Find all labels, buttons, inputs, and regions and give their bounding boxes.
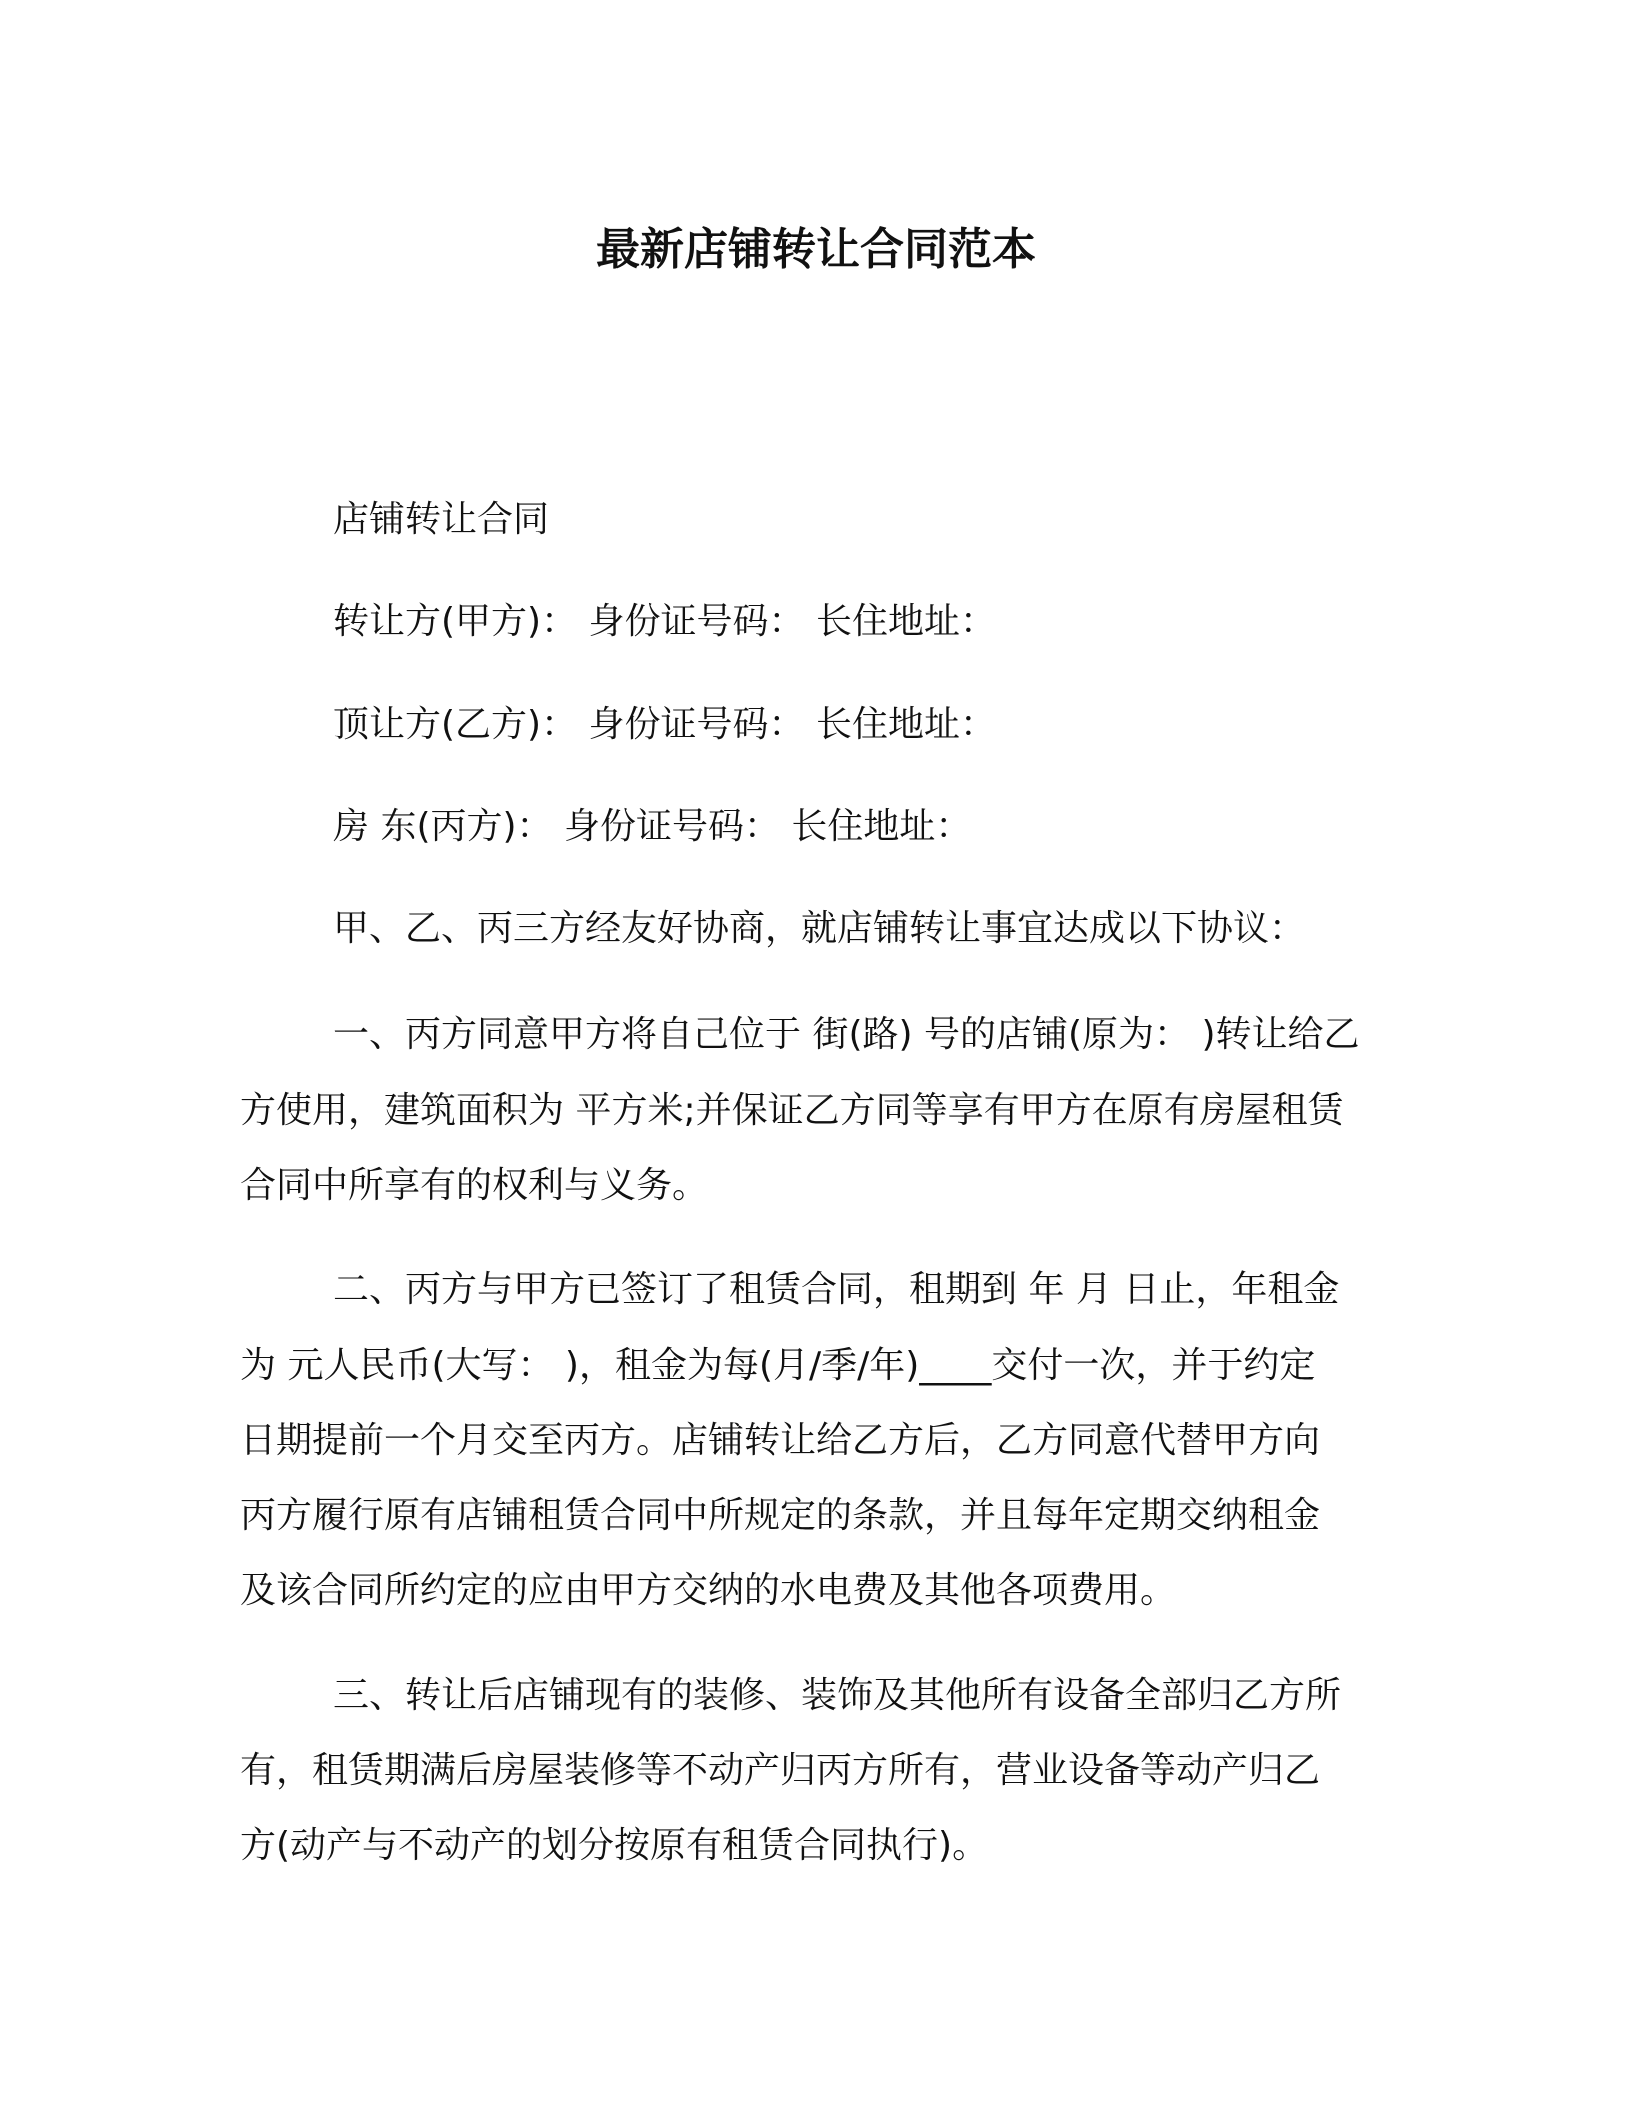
party-transferee-line: 顶让方(乙方)： 身份证号码： 长住地址： [333,704,996,745]
clause-2-line-5: 及该合同所约定的应由甲方交纳的水电费及其他各项费用。 [240,1570,1177,1611]
preamble-paragraph: 甲、乙、丙三方经友好协商，就店铺转让事宜达成以下协议： [333,908,1306,949]
clause-3-line-2: 有，租赁期满后房屋装修等不动产归丙方所有，营业设备等动产归乙 [240,1750,1321,1791]
clause-3-line-1: 三、转让后店铺现有的装修、装饰及其他所有设备全部归乙方所 [333,1675,1342,1716]
party-transferor-line: 转让方(甲方)： 身份证号码： 长住地址： [333,601,996,642]
clause-2-line-2: 为 元人民币(大写： )，租金为每(月/季/年)____交付一次，并于约定 [240,1345,1316,1386]
contract-subtitle: 店铺转让合同 [333,499,550,540]
document-title: 最新店铺转让合同范本 [596,224,1036,275]
clause-1-line-3: 合同中所享有的权利与义务。 [240,1165,709,1206]
clause-3-line-3: 方(动产与不动产的划分按原有租赁合同执行)。 [240,1825,989,1866]
clause-1-line-2: 方使用，建筑面积为 平方米;并保证乙方同等享有甲方在原有房屋租赁 [240,1090,1344,1131]
clause-2-line-3: 日期提前一个月交至丙方。店铺转让给乙方后，乙方同意代替甲方向 [240,1420,1321,1461]
clause-2-line-1: 二、丙方与甲方已签订了租赁合同，租期到 年 月 日止，年租金 [333,1269,1340,1310]
clause-1-line-1: 一、丙方同意甲方将自己位于 街(路) 号的店铺(原为： )转让给乙 [333,1014,1360,1055]
clause-2-line-4: 丙方履行原有店铺租赁合同中所规定的条款，并且每年定期交纳租金 [240,1495,1321,1536]
party-landlord-line: 房 东(丙方)： 身份证号码： 长住地址： [333,806,972,847]
